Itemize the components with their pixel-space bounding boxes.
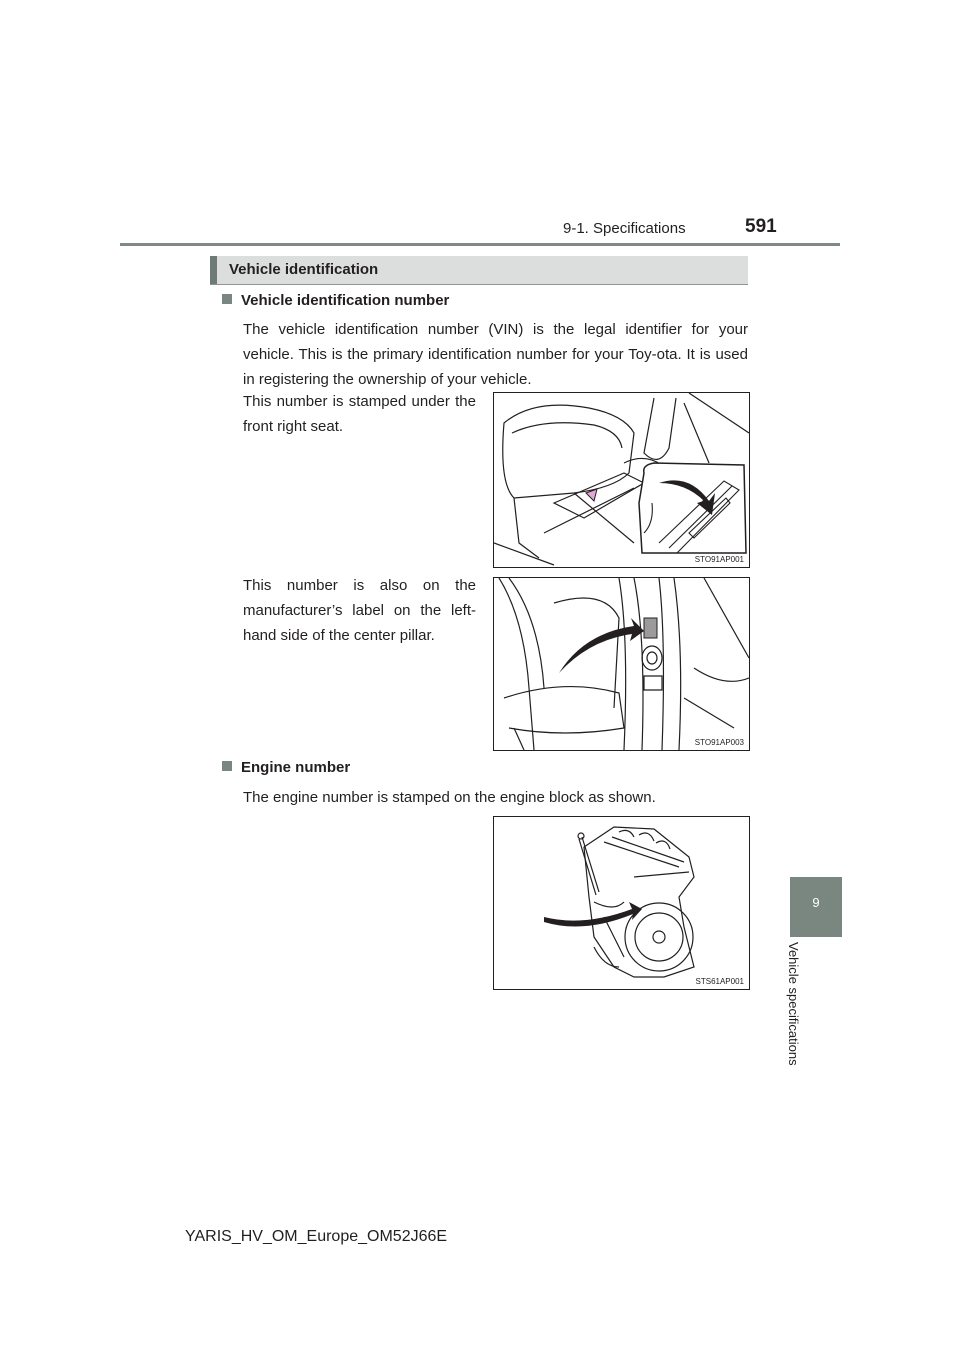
engine-illustration [494,817,749,989]
figure-code: STS61AP001 [695,977,744,986]
page-number: 591 [745,216,777,237]
chapter-tab[interactable] [790,877,842,937]
section-title: Vehicle identification [229,261,379,278]
engine-heading [222,759,350,776]
document-code-footer: YARIS_HV_OM_Europe_OM52J66E [185,1228,448,1245]
figure-pillar-label [493,577,750,751]
engine-heading-text: Engine number [241,759,351,776]
engine-text: The engine number is stamped on the engine block as shown. [243,789,656,806]
vin-intro: The vehicle identification number (VIN) is the legal identifier for your vehicle. This is the primary identification number for your Toy-ota. It is used in registering the ownership of your vehicle. [243,321,748,388]
chapter-number: 9 [812,895,820,910]
section-reference: 9-1. Specifications [563,220,686,237]
section-title-underline [210,284,748,285]
section-title-bar [210,256,748,284]
chapter-label-vertical [775,942,815,1092]
vin-location-pillar: This number is also on the manufacturer’s label on the left-hand side of the center pillar. [243,577,476,644]
figure-code: STO91AP003 [694,738,744,747]
chapter-label: Vehicle specifications [786,942,801,1066]
pillar-illustration [494,578,749,750]
seat-illustration [494,393,749,567]
square-bullet-icon [222,294,232,304]
vin-heading-text: Vehicle identification number [241,292,450,309]
square-bullet-icon [222,761,232,771]
figure-engine-number [493,816,750,990]
figure-seat-vin [493,392,750,568]
header-rule [120,243,840,246]
vin-location-seat: This number is stamped under the front right seat. [243,393,476,435]
figure-code: STO91AP001 [694,555,744,564]
vin-heading [222,292,449,309]
